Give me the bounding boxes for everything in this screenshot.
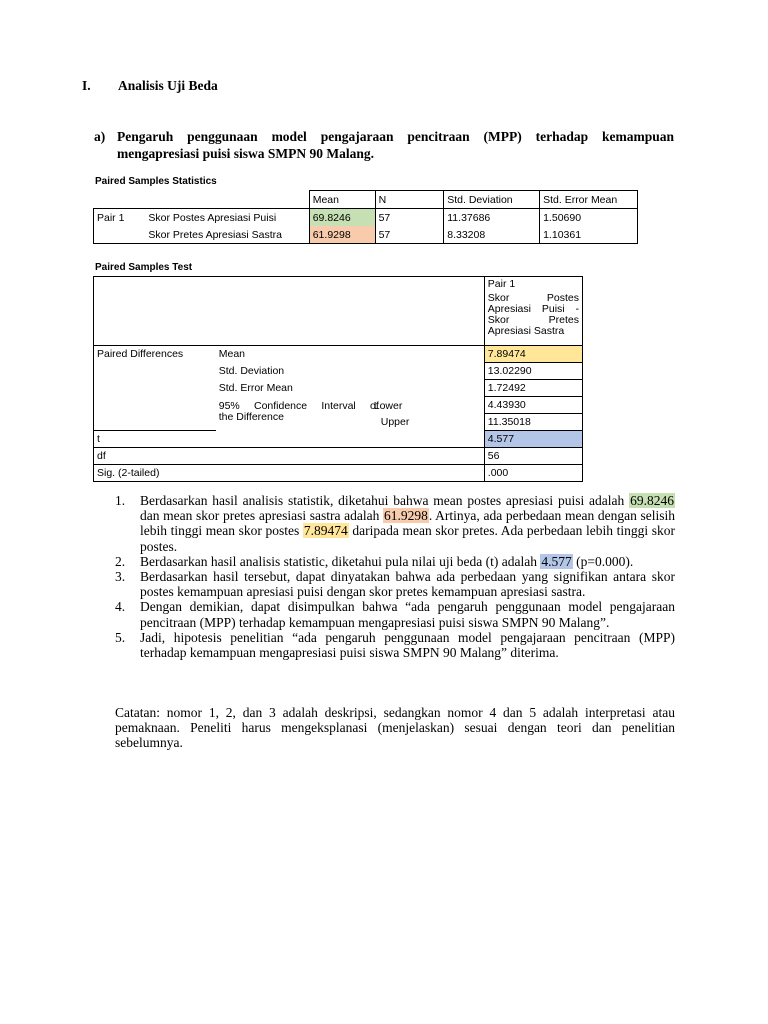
paired-differences-label: Paired Differences	[97, 348, 184, 361]
list-item	[115, 493, 675, 554]
table-row	[94, 431, 583, 448]
subsection-label: a)	[94, 129, 106, 144]
list-text: . Artinya, ada perbedaan mean dengan selisih lebih tinggi mean skor postes	[140, 508, 675, 539]
mean-postes: 69.8246	[309, 209, 375, 227]
list-item	[115, 554, 675, 569]
t-label: t	[94, 431, 485, 448]
n-value: 57	[375, 209, 444, 227]
list-text: Berdasarkan hasil analisis statistic, diketahui pula nilai uji beda (t) adalah	[140, 553, 541, 569]
t-value: 4.577	[484, 431, 582, 448]
se-diff-value: 1.72492	[484, 380, 582, 397]
list-item	[115, 599, 675, 629]
section-heading	[82, 78, 218, 94]
sig-value: .000	[484, 465, 582, 482]
highlight-mean-postes: 69.8246	[630, 493, 674, 508]
table-row	[94, 346, 583, 363]
table-row	[94, 226, 638, 244]
subsection-heading	[94, 128, 674, 162]
ci-label-line1: 95% Confidence Interval of	[218, 399, 379, 412]
header-std-deviation: Std. Deviation	[444, 191, 540, 209]
mean-diff-value: 7.89474	[484, 346, 582, 363]
highlight-mean-diff: 7.89474	[303, 523, 348, 539]
list-text: daripada mean skor pretes. Ada perbedaan lebih tinggi skor postes.	[140, 523, 675, 554]
mean-pretes: 61.9298	[309, 226, 375, 244]
df-label: df	[94, 448, 485, 465]
table-row	[94, 397, 583, 414]
se-label: Std. Error Mean	[218, 382, 293, 394]
list-number: 2.	[115, 553, 126, 569]
test-table-title: Paired Samples Test	[95, 262, 193, 273]
note-paragraph: Catatan: nomor 1, 2, dan 3 adalah deskripsi, sedangkan nomor 4 dan 5 adalah interpretasi atau pemaknaan. Peneliti harus mengeksplanasi (menjelaskan) sesuai dengan teori dan penelitian sebelumnya.	[115, 705, 675, 751]
test-header-row	[94, 277, 583, 346]
header-mean: Mean	[309, 191, 375, 209]
ci-label-cell	[216, 397, 485, 431]
header-line: Apresiasi Sastra	[487, 325, 565, 337]
list-text: Jadi, hipotesis penelitian “ada pengaruh penggunaan model pengajaraan pencitraan (MPP) terhadap kemampuan mengapresiasi puisi siswa SMPN 90 Malang” diterima.	[140, 629, 675, 661]
ci-label-line2: the Difference	[218, 410, 284, 423]
header-line: Skor Pretes	[487, 314, 579, 326]
section-title: Analisis Uji Beda	[118, 78, 218, 93]
section-number: I.	[82, 78, 91, 93]
table-row	[94, 363, 583, 380]
pair-label: Pair 1	[94, 209, 146, 227]
se-value: 1.10361	[540, 226, 638, 244]
list-number: 5.	[115, 629, 126, 645]
sd-diff-value: 13.02290	[484, 363, 582, 380]
upper-label: Upper	[380, 415, 410, 428]
list-text: Dengan demikian, dapat disimpulkan bahwa “ada pengaruh penggunaan model pengajaraan pencitraan (MPP) terhadap kemampuan mengapresiasi puisi siswa SMPN 90 Malang”.	[140, 599, 675, 630]
n-value: 57	[375, 226, 444, 244]
header-pair-cell	[484, 277, 582, 346]
row-name: Skor Pretes Apresiasi Sastra	[145, 226, 309, 244]
header-line: Skor Postes	[487, 292, 579, 304]
stats-table-title: Paired Samples Statistics	[95, 176, 217, 187]
table-row	[94, 209, 638, 227]
list-number: 3.	[115, 569, 126, 585]
row-name: Skor Postes Apresiasi Puisi	[148, 211, 277, 224]
list-number: 4.	[115, 599, 126, 615]
lower-label: Lower	[373, 399, 403, 412]
se-value: 1.50690	[540, 209, 638, 227]
sd-label: Std. Deviation	[218, 365, 285, 377]
header-line: Apresiasi Puisi -	[487, 303, 579, 315]
table-row	[94, 465, 583, 482]
lower-value: 4.43930	[484, 397, 582, 414]
header-pair: Pair 1	[487, 278, 516, 290]
list-text: Berdasarkan hasil tersebut, dapat dinyatakan bahwa ada perbedaan yang signifikan antara skor postes kemampuan apresiasi puisi dengan skor pretes kemampuan apresiasi sastra.	[140, 569, 675, 600]
findings-list	[115, 493, 675, 660]
list-text: Berdasarkan hasil analisis statistik, diketahui bahwa mean postes apresiasi puisi adalah	[140, 493, 630, 508]
table-row	[94, 380, 583, 397]
mean-label: Mean	[218, 348, 246, 361]
df-value: 56	[484, 448, 582, 465]
list-item	[115, 569, 675, 599]
table-row	[94, 448, 583, 465]
highlight-t-value: 4.577	[541, 553, 572, 569]
upper-value: 11.35018	[484, 414, 582, 431]
highlight-mean-pretes: 61.9298	[384, 508, 428, 524]
subsection-title: Pengaruh penggunaan model pengajaraan pencitraan (MPP) terhadap kemampuan mengapresiasi puisi siswa SMPN 90 Malang.	[117, 129, 674, 161]
stats-header-row	[94, 191, 638, 209]
list-text: dan mean skor pretes apresiasi sastra adalah	[140, 508, 384, 524]
list-text: (p=0.000).	[572, 553, 634, 569]
sd-value: 11.37686	[444, 209, 540, 227]
list-number: 1.	[115, 493, 126, 508]
sd-value: 8.33208	[444, 226, 540, 244]
paired-samples-statistics-table	[93, 190, 638, 244]
paired-samples-test-table	[93, 276, 583, 482]
header-n: N	[375, 191, 444, 209]
list-item	[115, 630, 675, 660]
sig-label: Sig. (2-tailed)	[97, 467, 160, 479]
header-std-error-mean: Std. Error Mean	[540, 191, 638, 209]
